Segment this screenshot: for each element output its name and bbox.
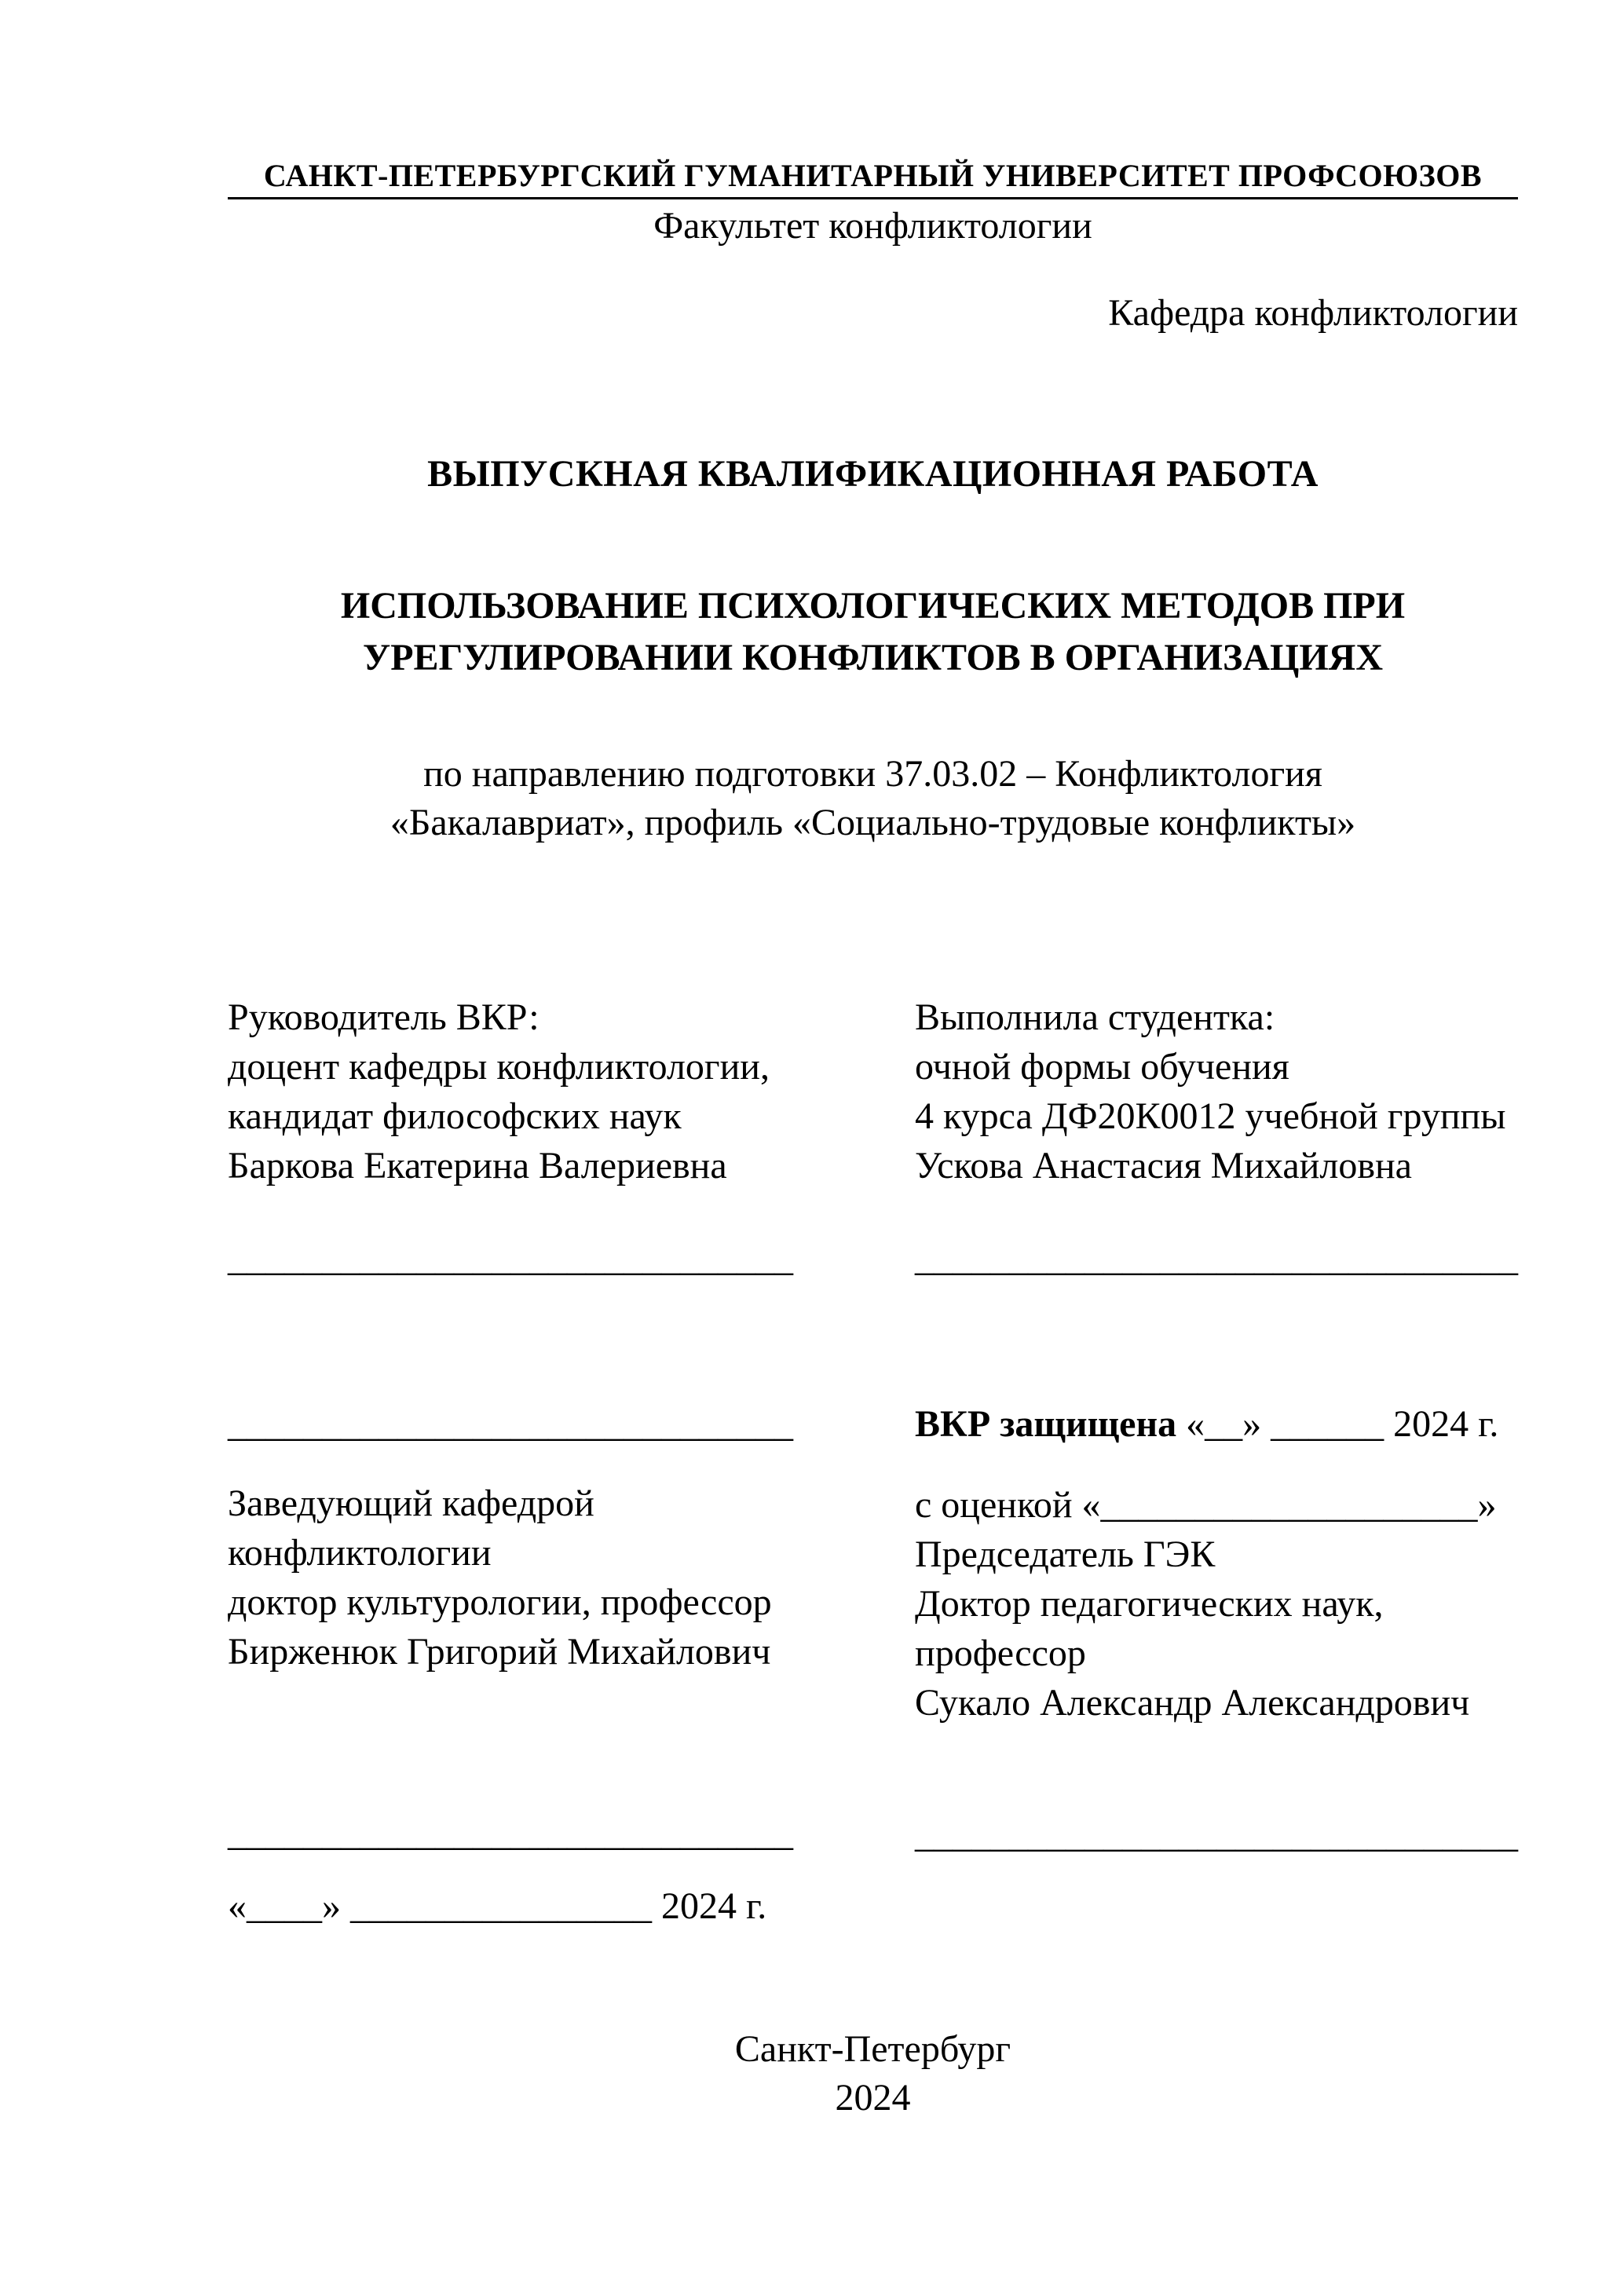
supervisor-label: Руководитель ВКР: [228, 996, 540, 1038]
program-info [228, 750, 1518, 847]
gek-chair-rank: профессор [915, 1632, 1086, 1674]
defense-line [915, 1399, 1518, 1449]
program-profile: «Бакалавриат», профиль «Социально-трудовые конфликты» [390, 802, 1356, 843]
student-form: очной формы обучения [915, 1046, 1289, 1088]
gek-chair-label: Председатель ГЭК [915, 1534, 1216, 1575]
student-group: 4 курса ДФ20К0012 учебной группы [915, 1095, 1506, 1137]
supervisor-degree: кандидат философских наук [228, 1095, 682, 1137]
thesis-title-line1: ИСПОЛЬЗОВАНИЕ ПСИХОЛОГИЧЕСКИХ МЕТОДОВ ПРИ [340, 585, 1406, 627]
supervisor-column [228, 993, 915, 1931]
year: 2024 [835, 2077, 911, 2119]
department-head-title-line1: Заведующий кафедрой [228, 1483, 594, 1524]
supervisor-name: Баркова Екатерина Валериевна [228, 1145, 727, 1186]
signature-columns [228, 993, 1518, 1931]
student-label: Выполнила студентка: [915, 996, 1275, 1038]
student-signature-line: ________________________________ [915, 1238, 1518, 1279]
thesis-title-line2: УРЕГУЛИРОВАНИИ КОНФЛИКТОВ В ОРГАНИЗАЦИЯХ [363, 637, 1383, 678]
student-name: Ускова Анастасия Михайловна [915, 1145, 1412, 1186]
department-head-degree: доктор культурологии, профессор [228, 1581, 772, 1623]
supervisor-block [228, 993, 915, 1190]
department-name: Кафедра конфликтологии [1108, 292, 1518, 334]
student-block [915, 993, 1518, 1190]
department-head-block [228, 1479, 915, 1676]
gek-chair-name: Сукало Александр Александрович [915, 1682, 1470, 1724]
city: Санкт-Петербург [734, 2028, 1011, 2070]
department-head-title-line2: конфликтологии [228, 1532, 492, 1574]
thesis-title [228, 580, 1518, 684]
gek-chair-block [915, 1530, 1518, 1727]
department-head-name: Бирженюк Григорий Михайлович [228, 1631, 771, 1673]
program-direction: по направлению подготовки 37.03.02 – Конфликтология [423, 753, 1322, 795]
defense-date-blank: «__» ______ 2024 г. [1176, 1403, 1499, 1445]
supervisor-signature-line: ______________________________ [228, 1238, 793, 1279]
gek-chair-signature-line: ________________________________ [915, 1814, 1518, 1855]
university-name: САНКТ-ПЕТЕРБУРГСКИЙ ГУМАНИТАРНЫЙ УНИВЕРСИТЕТ ПРОФСОЮЗОВ [228, 157, 1518, 199]
grade-line: с оценкой «____________________» [915, 1484, 1497, 1526]
gek-chair-degree: Доктор педагогических наук, [915, 1583, 1384, 1625]
student-column [915, 993, 1518, 1931]
footer [228, 2025, 1518, 2122]
faculty-name: Факультет конфликтологии [653, 205, 1092, 247]
work-type-title: ВЫПУСКНАЯ КВАЛИФИКАЦИОННАЯ РАБОТА [427, 453, 1319, 495]
department-head-signature-line: ______________________________ [228, 1812, 793, 1854]
head-signature-line-top: ______________________________ [228, 1403, 793, 1445]
defense-label: ВКР защищена [915, 1403, 1177, 1445]
date-line: «____» ________________ 2024 г. [228, 1885, 767, 1927]
supervisor-position: доцент кафедры конфликтологии, [228, 1046, 770, 1088]
